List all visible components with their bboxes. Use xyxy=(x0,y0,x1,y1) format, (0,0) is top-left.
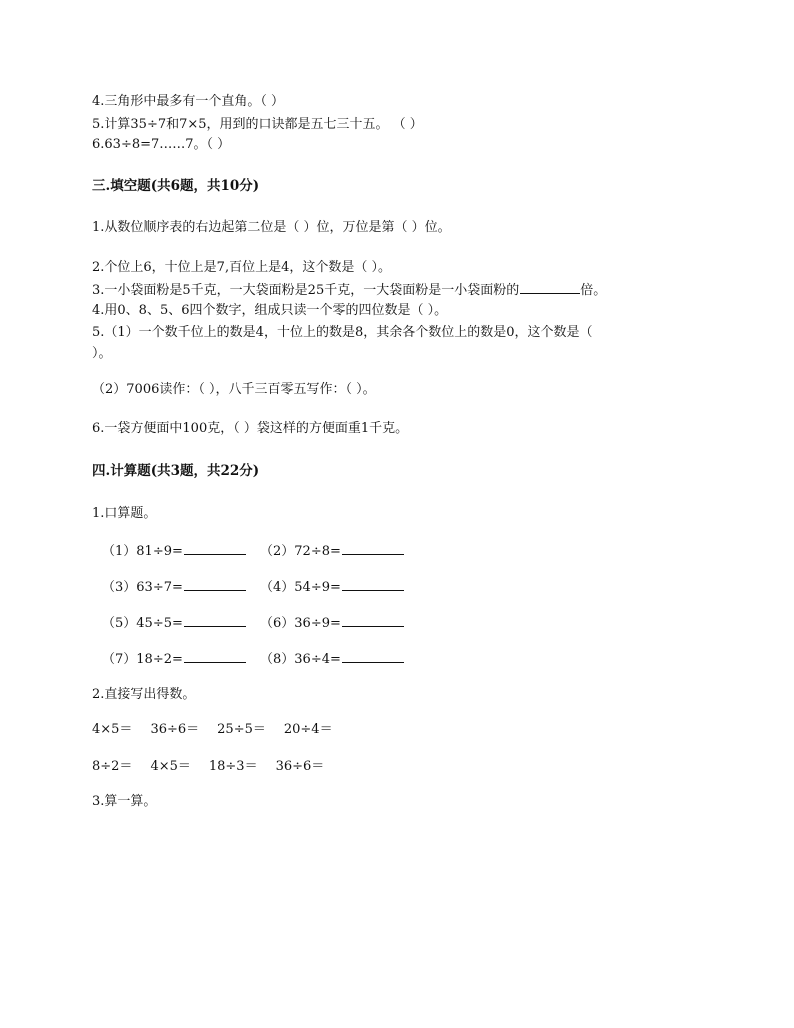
direct-item: 20÷4＝ xyxy=(283,722,333,737)
direct-item: 4×5＝ xyxy=(150,759,191,774)
question-fill-3 xyxy=(92,281,606,300)
section-title-calculation: 四.计算题(共3题，共22分) xyxy=(92,463,260,479)
oral-expression: （3）63÷7= xyxy=(102,580,183,595)
answer-blank[interactable] xyxy=(184,578,246,591)
oral-item xyxy=(102,542,260,561)
oral-row xyxy=(102,578,418,597)
oral-expression: （4）54÷9= xyxy=(260,580,341,595)
direct-item: 25÷5＝ xyxy=(217,722,266,737)
oral-item xyxy=(260,542,418,561)
question-fill-1: 1.从数位顺序表的右边起第二位是（ ）位，万位是第（ ）位。 xyxy=(92,220,451,235)
question-fill-3-suffix: 倍。 xyxy=(580,283,607,298)
answer-blank[interactable] xyxy=(520,281,580,294)
answer-blank[interactable] xyxy=(342,650,404,663)
question-fill-2: 2.个位上6，十位上是7,百位上是4，这个数是（ ）。 xyxy=(92,260,391,275)
question-fill-3-text: 3.一小袋面粉是5千克，一大袋面粉是25千克，一大袋面粉是一小袋面粉的 xyxy=(92,283,520,298)
oral-item xyxy=(260,650,418,669)
question-judge-4: 4.三角形中最多有一个直角。（ ） xyxy=(92,94,285,109)
answer-blank[interactable] xyxy=(342,542,404,555)
question-calc-3-title: 3.算一算。 xyxy=(92,794,157,809)
direct-item: 18÷3＝ xyxy=(208,759,258,774)
answer-blank[interactable] xyxy=(342,578,404,591)
direct-item: 4×5＝ xyxy=(92,722,133,737)
question-calc-2-title: 2.直接写出得数。 xyxy=(92,687,196,702)
question-fill-5-part2: （2）7006读作：（ ），八千三百零五写作：（ ）。 xyxy=(92,382,376,397)
oral-expression: （1）81÷9= xyxy=(102,544,183,559)
oral-item xyxy=(102,650,260,669)
oral-expression: （5）45÷5= xyxy=(102,616,183,631)
answer-blank[interactable] xyxy=(184,650,246,663)
answer-blank[interactable] xyxy=(342,614,404,627)
oral-expression: （6）36÷9= xyxy=(260,616,341,631)
question-fill-5-line2: ）。 xyxy=(92,346,112,361)
oral-item xyxy=(260,614,418,633)
oral-row xyxy=(102,650,418,669)
oral-expression: （8）36÷4= xyxy=(260,652,341,667)
oral-row xyxy=(102,614,418,633)
question-judge-5: 5.计算35÷7和7×5，用到的口诀都是五七三十五。 （ ） xyxy=(92,117,423,132)
question-calc-1-title: 1.口算题。 xyxy=(92,506,157,521)
section-title-fill-in: 三.填空题(共6题，共10分) xyxy=(92,178,260,194)
answer-blank[interactable] xyxy=(184,542,246,555)
answer-blank[interactable] xyxy=(184,614,246,627)
question-judge-6: 6.63÷8=7……7。（ ） xyxy=(92,137,231,152)
question-fill-5-line1: 5.（1）一个数千位上的数是4，十位上的数是8，其余各个数位上的数是0，这个数是（ xyxy=(92,325,593,340)
question-fill-6: 6.一袋方便面中100克，（ ）袋这样的方便面重1千克。 xyxy=(92,421,409,436)
direct-item: 36÷6＝ xyxy=(150,722,200,737)
direct-row xyxy=(92,721,351,739)
direct-item: 36÷6＝ xyxy=(275,759,325,774)
direct-item: 8÷2＝ xyxy=(92,759,133,774)
oral-item xyxy=(260,578,418,597)
oral-expression: （2）72÷8= xyxy=(260,544,341,559)
oral-item xyxy=(102,578,260,597)
question-fill-4: 4.用0、8、5、6四个数字，组成只读一个零的四位数是（ ）。 xyxy=(92,303,448,318)
oral-expression: （7）18÷2= xyxy=(102,652,183,667)
oral-item xyxy=(102,614,260,633)
oral-row xyxy=(102,542,418,561)
direct-row xyxy=(92,758,342,776)
